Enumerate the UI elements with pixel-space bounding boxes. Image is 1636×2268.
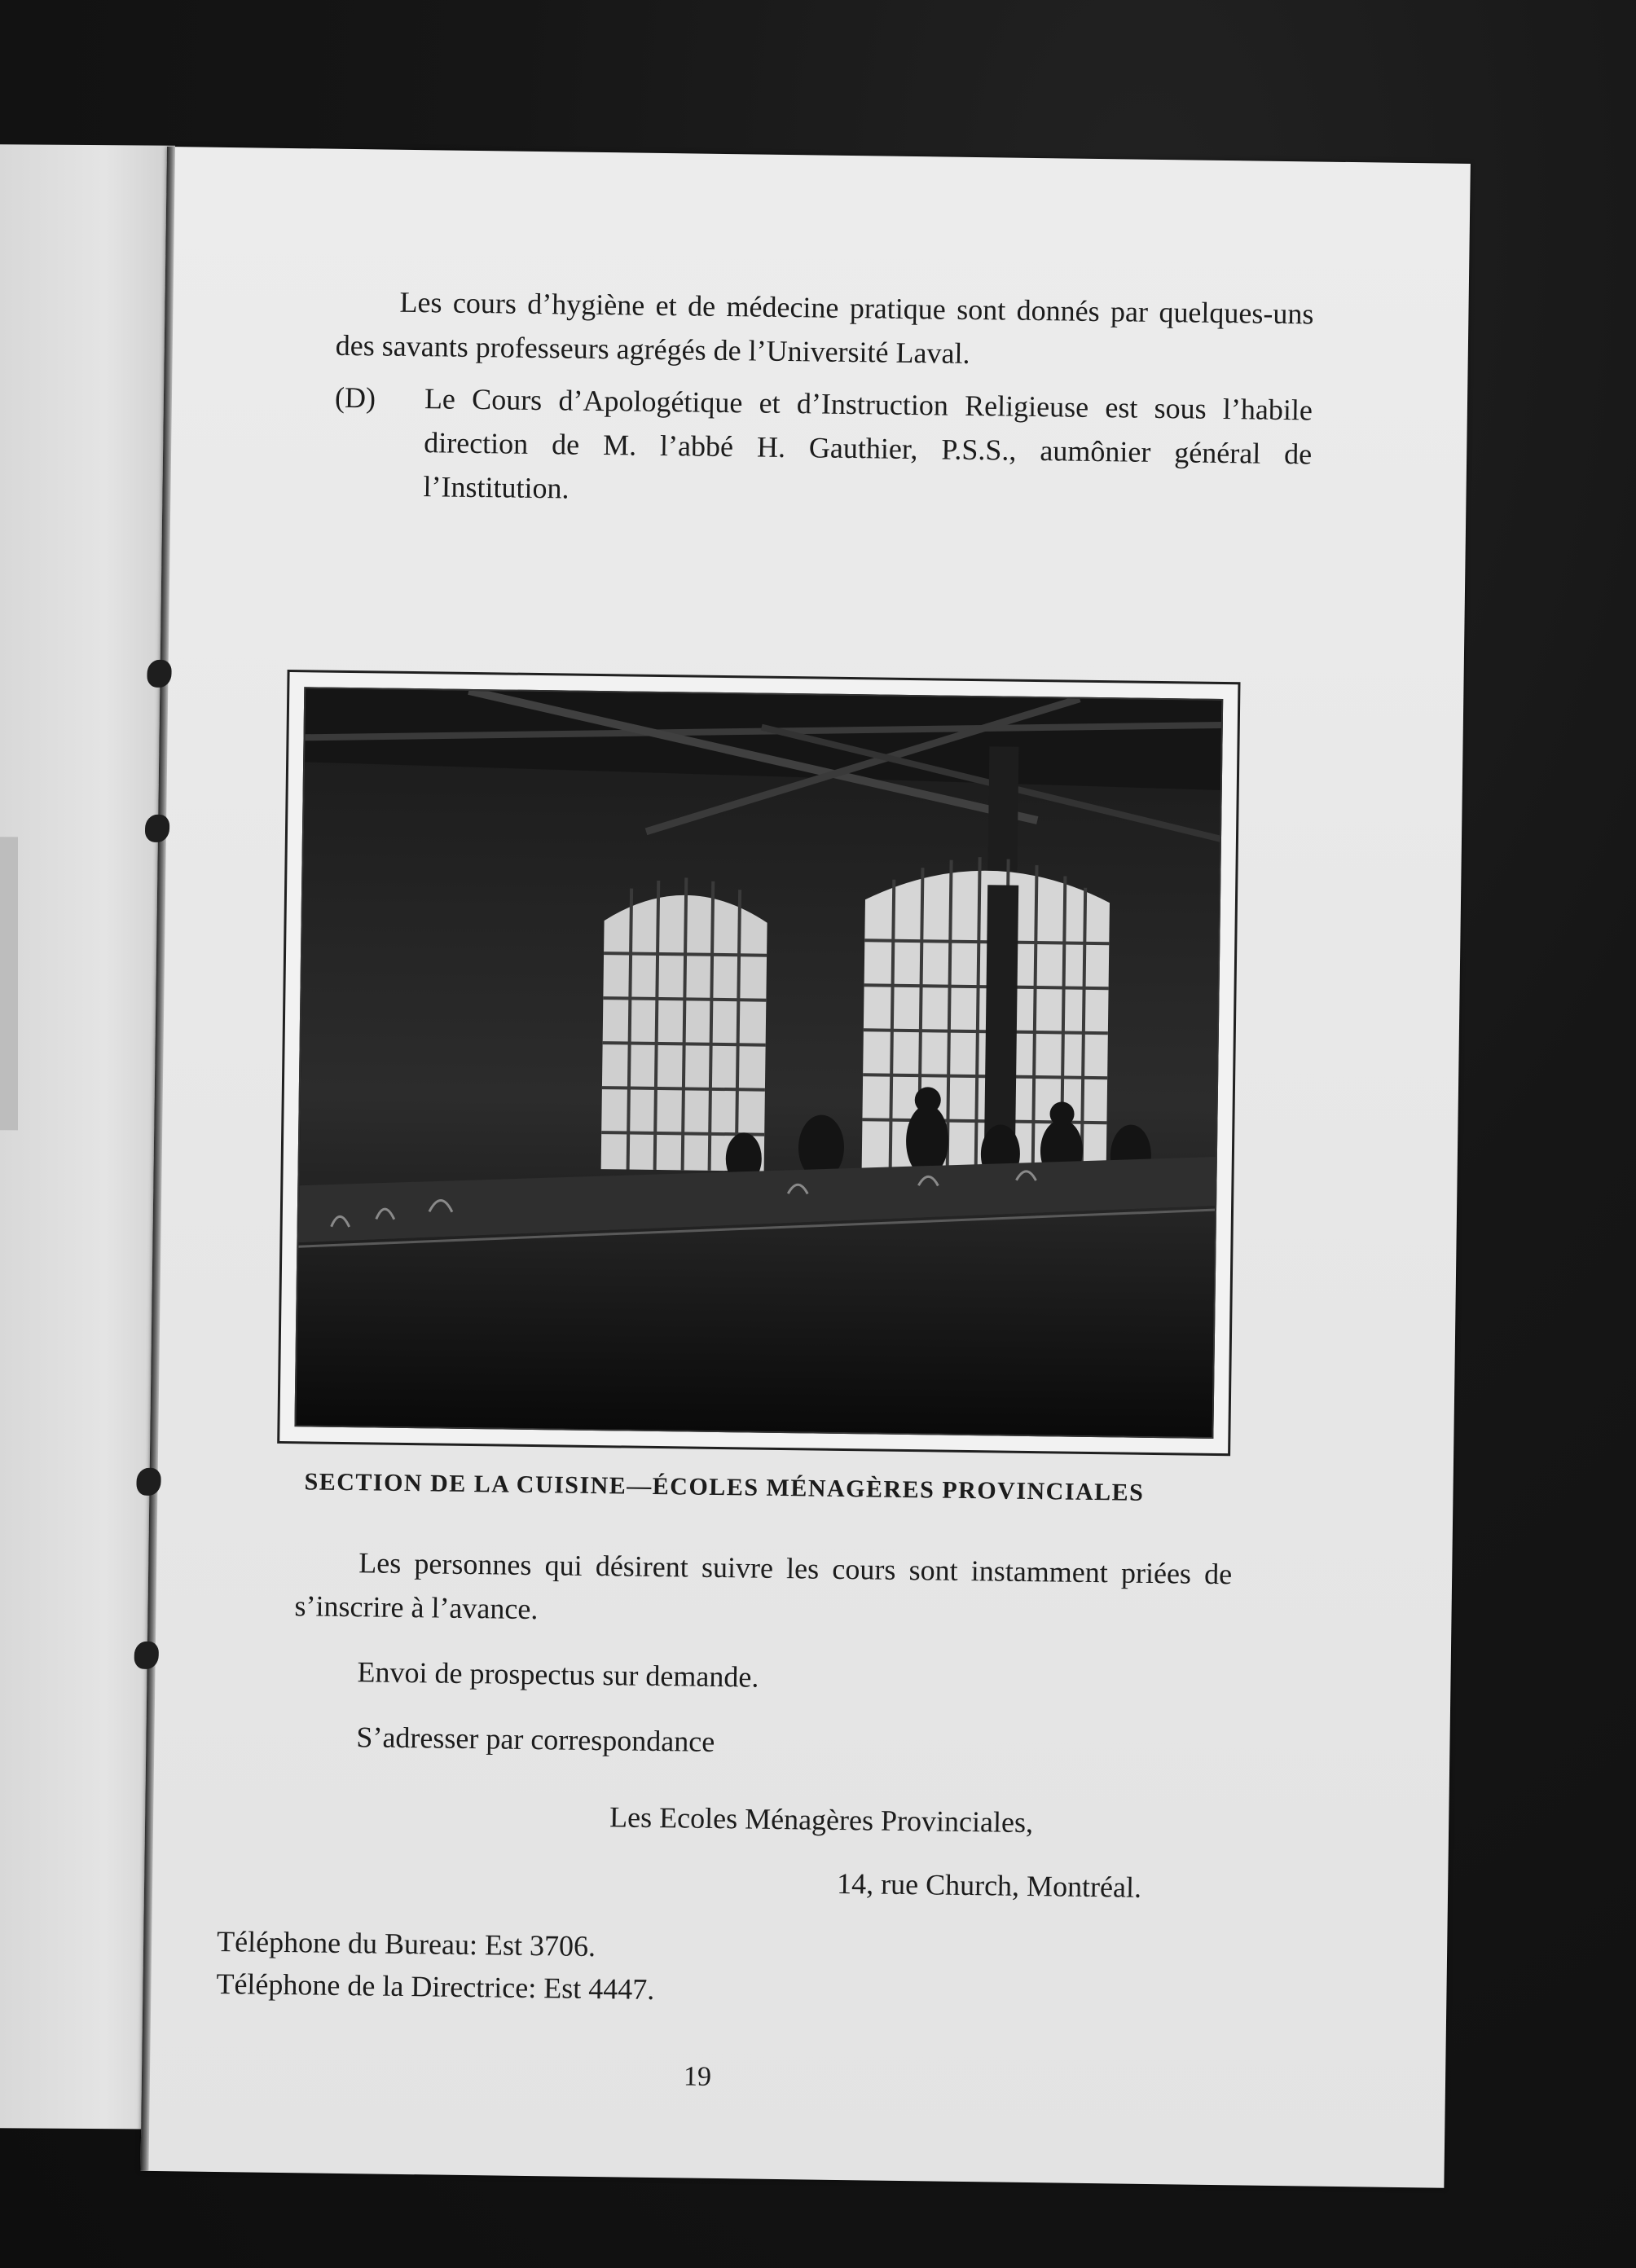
book-page	[140, 147, 1470, 2188]
paragraph-hygiene-courses: Les cours d’hygiène et de médecine pratique sont donnés par quelques-uns des savants professeurs agrégés de l’Université Laval.	[335, 285, 1314, 370]
paragraph-registration: Les personnes qui désirent suivre les cours sont instamment priées de s’inscrire à l’avance.	[294, 1546, 1233, 1626]
item-d-marker: (D)	[334, 380, 376, 415]
phone-director: Téléphone de la Directrice: Est 4447.	[216, 1967, 655, 2006]
kitchen-photograph	[277, 670, 1240, 1456]
signature-organization: Les Ecoles Ménagères Provinciales,	[609, 1800, 1034, 1839]
page-content	[216, 279, 1314, 2092]
photo-caption: SECTION DE LA CUISINE—ÉCOLES MÉNAGÈRES PROVINCIALES	[304, 1468, 1145, 1506]
left-page-strip	[0, 837, 18, 1130]
phone-office: Téléphone du Bureau: Est 3706.	[216, 1924, 596, 1963]
signature-address: 14, rue Church, Montréal.	[836, 1866, 1142, 1904]
closing-section	[216, 1533, 1233, 2099]
kitchen-scene-illustration	[296, 688, 1223, 1439]
item-d-text: Le Cours d’Apologétique et d’Instruction Religieuse est sous l’habile direction de M. l’abbé H. Gauthier, P.S.S., aumônier général de l’Institution.	[423, 382, 1313, 505]
paragraph-correspondence: S’adresser par correspondance	[356, 1721, 715, 1758]
photo-image	[294, 687, 1223, 1439]
page-number: 19	[683, 2061, 712, 2092]
paragraph-prospectus: Envoi de prospectus sur demande.	[357, 1655, 759, 1694]
phone-block	[216, 1920, 1227, 2018]
item-d	[333, 376, 1313, 521]
